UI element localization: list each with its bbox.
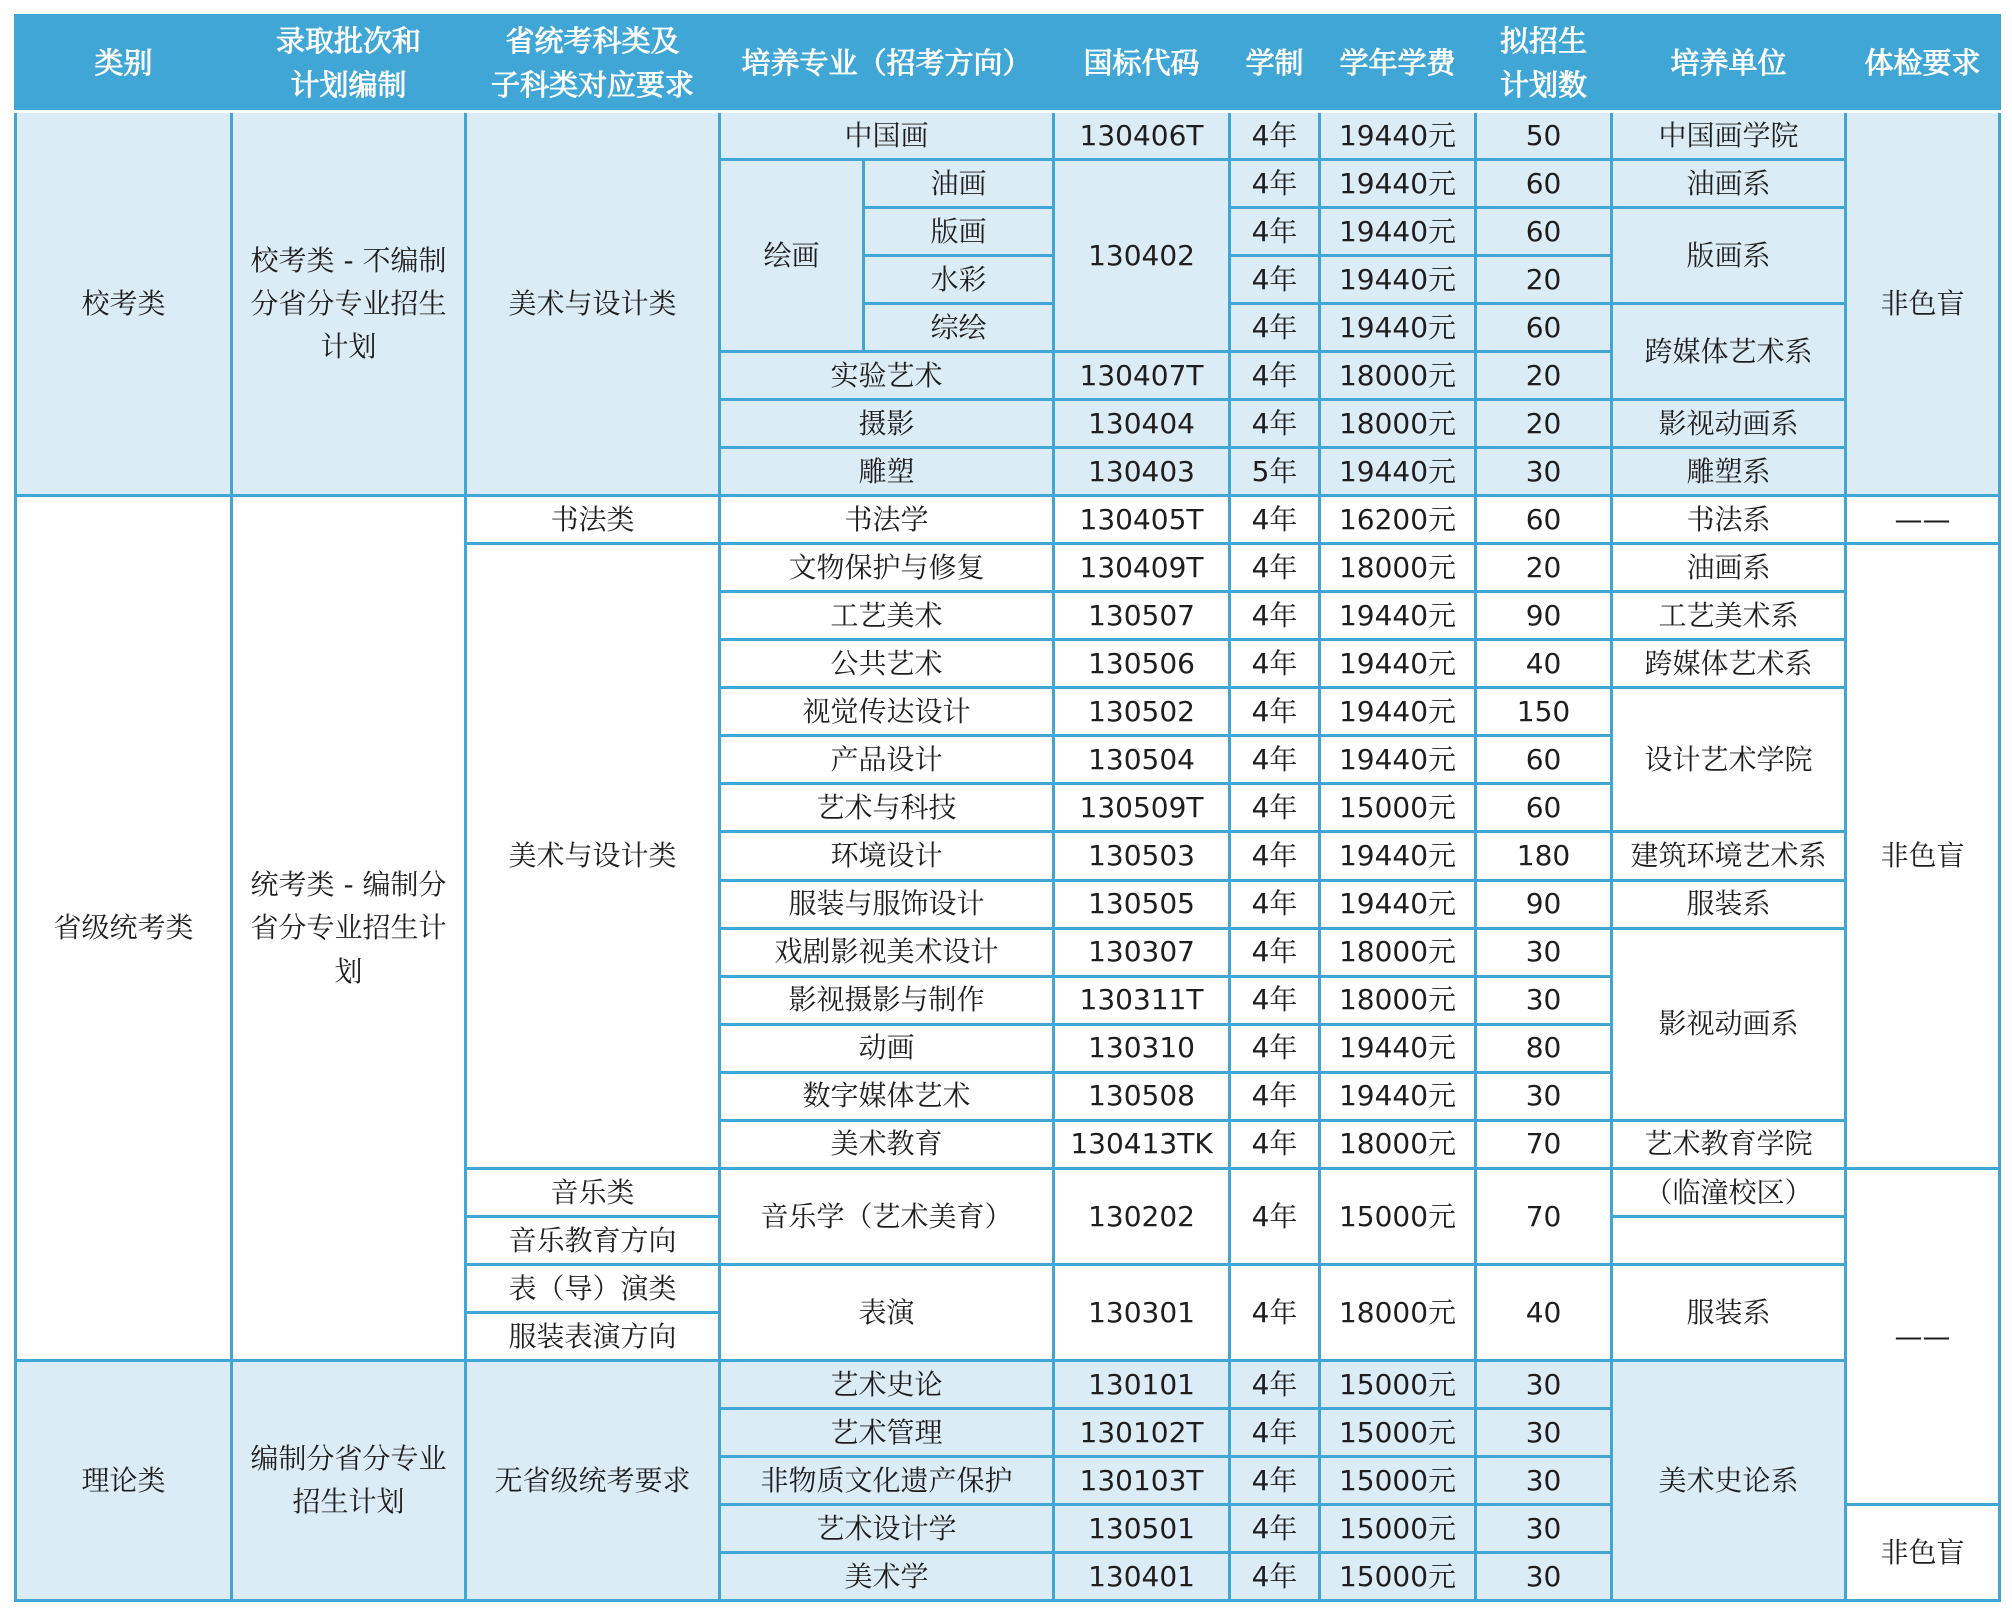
plan-cell: 30: [1476, 1456, 1612, 1504]
major-cell: 艺术史论: [720, 1360, 1054, 1408]
tuition-cell: 19440元: [1320, 640, 1476, 688]
duration-cell: 4年: [1230, 1552, 1320, 1600]
header-batch: 录取批次和 计划编制: [232, 16, 466, 112]
code-cell: 130403: [1054, 448, 1230, 496]
tuition-cell: 18000元: [1320, 928, 1476, 976]
tuition-cell: 18000元: [1320, 352, 1476, 400]
major-cell: 版画: [864, 208, 1054, 256]
duration-cell: 4年: [1230, 400, 1320, 448]
duration-cell: 4年: [1230, 928, 1320, 976]
major-cell: 服装与服饰设计: [720, 880, 1054, 928]
header-category: 类别: [16, 16, 232, 112]
duration-cell: 4年: [1230, 832, 1320, 880]
code-cell: 130413TK: [1054, 1120, 1230, 1168]
tuition-cell: 19440元: [1320, 688, 1476, 736]
unit-cell: [1612, 1216, 1846, 1264]
code-cell: 130102T: [1054, 1408, 1230, 1456]
code-cell: 130505: [1054, 880, 1230, 928]
duration-cell: 4年: [1230, 592, 1320, 640]
unit-cell: 影视动画系: [1612, 928, 1846, 1120]
health-cell: 非色盲: [1846, 1504, 2000, 1600]
health-cell: ——: [1846, 1168, 2000, 1504]
code-cell: 130101: [1054, 1360, 1230, 1408]
plan-cell: 30: [1476, 1504, 1612, 1552]
major-cell: 影视摄影与制作: [720, 976, 1054, 1024]
duration-cell: 4年: [1230, 256, 1320, 304]
code-cell: 130507: [1054, 592, 1230, 640]
major-cell: 环境设计: [720, 832, 1054, 880]
tuition-cell: 15000元: [1320, 1408, 1476, 1456]
duration-cell: 4年: [1230, 1408, 1320, 1456]
major-cell: 艺术设计学: [720, 1504, 1054, 1552]
plan-cell: 70: [1476, 1120, 1612, 1168]
major-cell: 水彩: [864, 256, 1054, 304]
exam-cell: 书法类: [466, 496, 720, 544]
duration-cell: 4年: [1230, 304, 1320, 352]
table-row: [16, 1360, 2000, 1408]
duration-cell: 4年: [1230, 1264, 1320, 1360]
major-cell: 文物保护与修复: [720, 544, 1054, 592]
duration-cell: 4年: [1230, 1456, 1320, 1504]
unit-cell: 建筑环境艺术系: [1612, 832, 1846, 880]
category-cell: 理论类: [16, 1360, 232, 1600]
unit-cell: 服装系: [1612, 1264, 1846, 1360]
plan-cell: 180: [1476, 832, 1612, 880]
major-cell: 美术学: [720, 1552, 1054, 1600]
duration-cell: 4年: [1230, 1168, 1320, 1264]
duration-cell: 4年: [1230, 784, 1320, 832]
tuition-cell: 19440元: [1320, 832, 1476, 880]
code-cell: 130103T: [1054, 1456, 1230, 1504]
code-cell: 130202: [1054, 1168, 1230, 1264]
major-cell: 数字媒体艺术: [720, 1072, 1054, 1120]
code-cell: 130405T: [1054, 496, 1230, 544]
major-cell: 公共艺术: [720, 640, 1054, 688]
plan-cell: 40: [1476, 640, 1612, 688]
major-cell: 油画: [864, 160, 1054, 208]
code-cell: 130307: [1054, 928, 1230, 976]
duration-cell: 4年: [1230, 880, 1320, 928]
unit-cell: 书法系: [1612, 496, 1846, 544]
tuition-cell: 16200元: [1320, 496, 1476, 544]
code-cell: 130409T: [1054, 544, 1230, 592]
major-cell: 实验艺术: [720, 352, 1054, 400]
header-tuition: 学年学费: [1320, 16, 1476, 112]
header-duration: 学制: [1230, 16, 1320, 112]
batch-cell: 校考类 - 不编制分省分专业招生计划: [232, 112, 466, 496]
plan-cell: 40: [1476, 1264, 1612, 1360]
code-cell: 130310: [1054, 1024, 1230, 1072]
tuition-cell: 19440元: [1320, 592, 1476, 640]
unit-cell: 中国画学院: [1612, 112, 1846, 160]
major-cell: 动画: [720, 1024, 1054, 1072]
category-cell: 校考类: [16, 112, 232, 496]
plan-cell: 20: [1476, 544, 1612, 592]
tuition-cell: 19440元: [1320, 736, 1476, 784]
major-cell: 表演: [720, 1264, 1054, 1360]
tuition-cell: 19440元: [1320, 1024, 1476, 1072]
unit-cell: 美术史论系: [1612, 1360, 1846, 1600]
major-cell: 书法学: [720, 496, 1054, 544]
exam-cell: 表（导）演类: [466, 1264, 720, 1312]
code-cell: 130311T: [1054, 976, 1230, 1024]
plan-cell: 20: [1476, 400, 1612, 448]
exam-cell: 音乐类: [466, 1168, 720, 1216]
code-cell: 130508: [1054, 1072, 1230, 1120]
table-row: [16, 496, 2000, 544]
unit-cell: 设计艺术学院: [1612, 688, 1846, 832]
plan-cell: 90: [1476, 592, 1612, 640]
code-cell: 130504: [1054, 736, 1230, 784]
major-cell: 中国画: [720, 112, 1054, 160]
major-cell: 雕塑: [720, 448, 1054, 496]
plan-cell: 80: [1476, 1024, 1612, 1072]
plan-cell: 30: [1476, 976, 1612, 1024]
plan-cell: 60: [1476, 304, 1612, 352]
plan-cell: 60: [1476, 784, 1612, 832]
major-cell: 艺术管理: [720, 1408, 1054, 1456]
unit-cell: 跨媒体艺术系: [1612, 640, 1846, 688]
unit-cell: 影视动画系: [1612, 400, 1846, 448]
plan-cell: 60: [1476, 208, 1612, 256]
header-exam: 省统考科类及 子科类对应要求: [466, 16, 720, 112]
exam-cell: 美术与设计类: [466, 544, 720, 1168]
duration-cell: 4年: [1230, 160, 1320, 208]
plan-cell: 90: [1476, 880, 1612, 928]
tuition-cell: 19440元: [1320, 256, 1476, 304]
unit-cell: 雕塑系: [1612, 448, 1846, 496]
painting-group-cell: 绘画: [720, 160, 864, 352]
duration-cell: 4年: [1230, 1072, 1320, 1120]
tuition-cell: 18000元: [1320, 1120, 1476, 1168]
exam-cell: 美术与设计类: [466, 112, 720, 496]
tuition-cell: 19440元: [1320, 160, 1476, 208]
unit-cell: 油画系: [1612, 544, 1846, 592]
exam-cell: 无省级统考要求: [466, 1360, 720, 1600]
category-cell: 省级统考类: [16, 496, 232, 1361]
plan-cell: 50: [1476, 112, 1612, 160]
code-cell: 130301: [1054, 1264, 1230, 1360]
tuition-cell: 18000元: [1320, 1264, 1476, 1360]
code-cell: 130401: [1054, 1552, 1230, 1600]
header-major: 培养专业（招考方向）: [720, 16, 1054, 112]
major-cell: 工艺美术: [720, 592, 1054, 640]
header-row: [16, 16, 2000, 112]
tuition-cell: 19440元: [1320, 112, 1476, 160]
major-cell: 摄影: [720, 400, 1054, 448]
tuition-cell: 15000元: [1320, 1504, 1476, 1552]
health-cell: 非色盲: [1846, 112, 2000, 496]
header-unit: 培养单位: [1612, 16, 1846, 112]
unit-cell: 版画系: [1612, 208, 1846, 304]
duration-cell: 4年: [1230, 208, 1320, 256]
code-cell: 130509T: [1054, 784, 1230, 832]
plan-cell: 30: [1476, 1408, 1612, 1456]
plan-cell: 60: [1476, 496, 1612, 544]
tuition-cell: 19440元: [1320, 208, 1476, 256]
tuition-cell: 18000元: [1320, 400, 1476, 448]
code-cell: 130506: [1054, 640, 1230, 688]
plan-cell: 30: [1476, 1072, 1612, 1120]
plan-cell: 30: [1476, 928, 1612, 976]
code-cell: 130502: [1054, 688, 1230, 736]
code-cell: 130503: [1054, 832, 1230, 880]
batch-cell: 编制分省分专业招生计划: [232, 1360, 466, 1600]
duration-cell: 4年: [1230, 112, 1320, 160]
plan-cell: 60: [1476, 736, 1612, 784]
code-cell: 130407T: [1054, 352, 1230, 400]
tuition-cell: 18000元: [1320, 544, 1476, 592]
tuition-cell: 19440元: [1320, 448, 1476, 496]
header-plan: 拟招生 计划数: [1476, 16, 1612, 112]
plan-cell: 20: [1476, 352, 1612, 400]
duration-cell: 5年: [1230, 448, 1320, 496]
major-cell: 音乐学（艺术美育）: [720, 1168, 1054, 1264]
enrollment-plan-table: [14, 14, 2001, 1602]
tuition-cell: 15000元: [1320, 1456, 1476, 1504]
table-row: [16, 112, 2000, 160]
header-code: 国标代码: [1054, 16, 1230, 112]
plan-cell: 30: [1476, 448, 1612, 496]
duration-cell: 4年: [1230, 352, 1320, 400]
major-cell: 美术教育: [720, 1120, 1054, 1168]
unit-cell: 服装系: [1612, 880, 1846, 928]
plan-cell: 150: [1476, 688, 1612, 736]
major-cell: 非物质文化遗产保护: [720, 1456, 1054, 1504]
health-cell: 非色盲: [1846, 544, 2000, 1168]
code-cell: 130402: [1054, 160, 1230, 352]
batch-cell: 统考类 - 编制分省分专业招生计划: [232, 496, 466, 1361]
exam-subdir-cell: 服装表演方向: [466, 1312, 720, 1360]
tuition-cell: 15000元: [1320, 784, 1476, 832]
tuition-cell: 15000元: [1320, 1552, 1476, 1600]
code-cell: 130404: [1054, 400, 1230, 448]
tuition-cell: 19440元: [1320, 880, 1476, 928]
plan-cell: 60: [1476, 160, 1612, 208]
major-cell: 艺术与科技: [720, 784, 1054, 832]
health-cell: ——: [1846, 496, 2000, 544]
major-cell: 综绘: [864, 304, 1054, 352]
tuition-cell: 19440元: [1320, 1072, 1476, 1120]
exam-subdir-cell: 音乐教育方向: [466, 1216, 720, 1264]
duration-cell: 4年: [1230, 640, 1320, 688]
code-cell: 130501: [1054, 1504, 1230, 1552]
major-cell: 视觉传达设计: [720, 688, 1054, 736]
plan-cell: 30: [1476, 1552, 1612, 1600]
header-health: 体检要求: [1846, 16, 2000, 112]
code-cell: 130406T: [1054, 112, 1230, 160]
plan-cell: 30: [1476, 1360, 1612, 1408]
duration-cell: 4年: [1230, 544, 1320, 592]
duration-cell: 4年: [1230, 1504, 1320, 1552]
duration-cell: 4年: [1230, 1024, 1320, 1072]
duration-cell: 4年: [1230, 688, 1320, 736]
tuition-cell: 19440元: [1320, 304, 1476, 352]
unit-cell: 油画系: [1612, 160, 1846, 208]
duration-cell: 4年: [1230, 736, 1320, 784]
duration-cell: 4年: [1230, 496, 1320, 544]
duration-cell: 4年: [1230, 1120, 1320, 1168]
unit-cell: 工艺美术系: [1612, 592, 1846, 640]
unit-cell: （临潼校区）: [1612, 1168, 1846, 1216]
major-cell: 产品设计: [720, 736, 1054, 784]
tuition-cell: 15000元: [1320, 1360, 1476, 1408]
unit-cell: 跨媒体艺术系: [1612, 304, 1846, 400]
tuition-cell: 18000元: [1320, 976, 1476, 1024]
plan-cell: 20: [1476, 256, 1612, 304]
duration-cell: 4年: [1230, 976, 1320, 1024]
unit-cell: 艺术教育学院: [1612, 1120, 1846, 1168]
plan-cell: 70: [1476, 1168, 1612, 1264]
duration-cell: 4年: [1230, 1360, 1320, 1408]
tuition-cell: 15000元: [1320, 1168, 1476, 1264]
major-cell: 戏剧影视美术设计: [720, 928, 1054, 976]
